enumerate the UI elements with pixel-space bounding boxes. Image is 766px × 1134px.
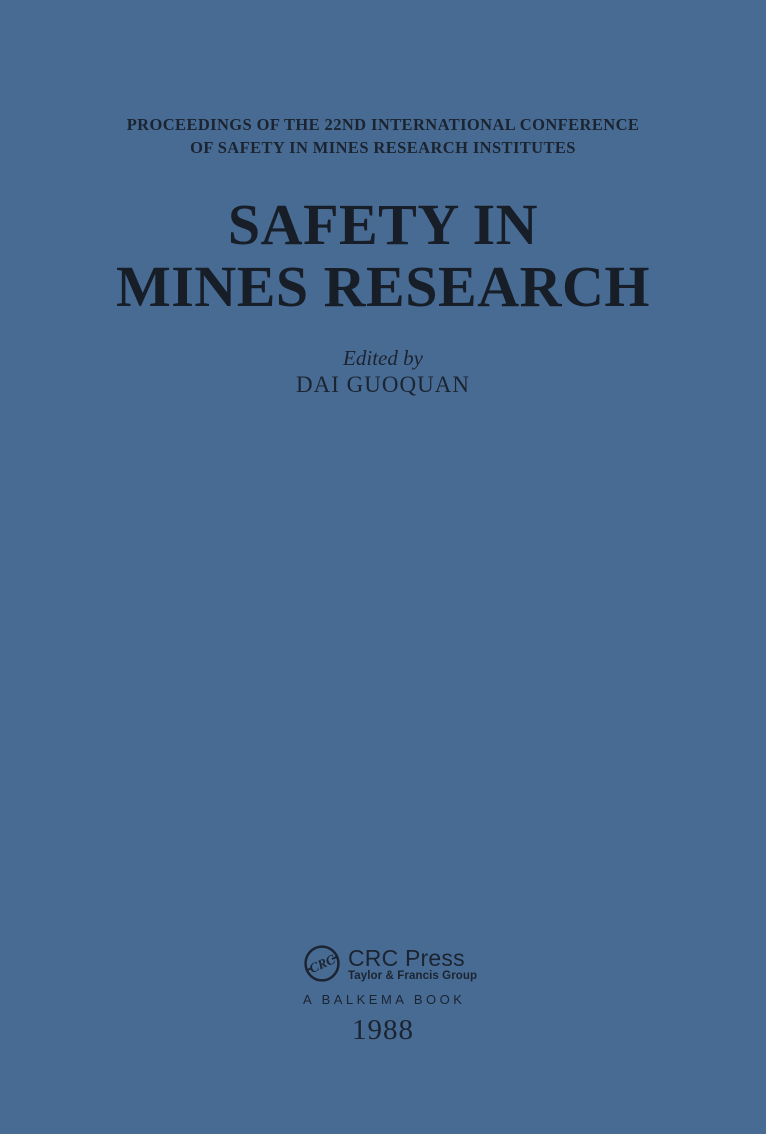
- edited-by-label: Edited by: [343, 346, 423, 370]
- publisher-block: [303, 944, 478, 1047]
- imprint-label: A BALKEMA BOOK: [303, 992, 466, 1007]
- crc-press-logo-icon: [303, 944, 341, 983]
- book-title: [0, 194, 766, 318]
- svg-text:CRC: CRC: [306, 951, 338, 976]
- publisher-logo-row: [303, 944, 478, 983]
- publisher-name: CRC Press: [348, 944, 465, 971]
- book-title-line2: MINES RESEARCH: [116, 254, 650, 319]
- conference-subtitle-line1: PROCEEDINGS OF THE 22ND INTERNATIONAL CONFERENCE: [126, 115, 640, 134]
- conference-subtitle-line2: OF SAFETY IN MINES RESEARCH INSTITUTES: [190, 138, 576, 157]
- conference-subtitle: [0, 113, 766, 159]
- publisher-names: [348, 946, 477, 982]
- book-title-line1: SAFETY IN: [227, 192, 539, 257]
- publication-year: 1988: [352, 1014, 414, 1046]
- editor-name: DAI GUOQUAN: [296, 372, 470, 397]
- publisher-group-name: Taylor & Francis Group: [348, 969, 478, 982]
